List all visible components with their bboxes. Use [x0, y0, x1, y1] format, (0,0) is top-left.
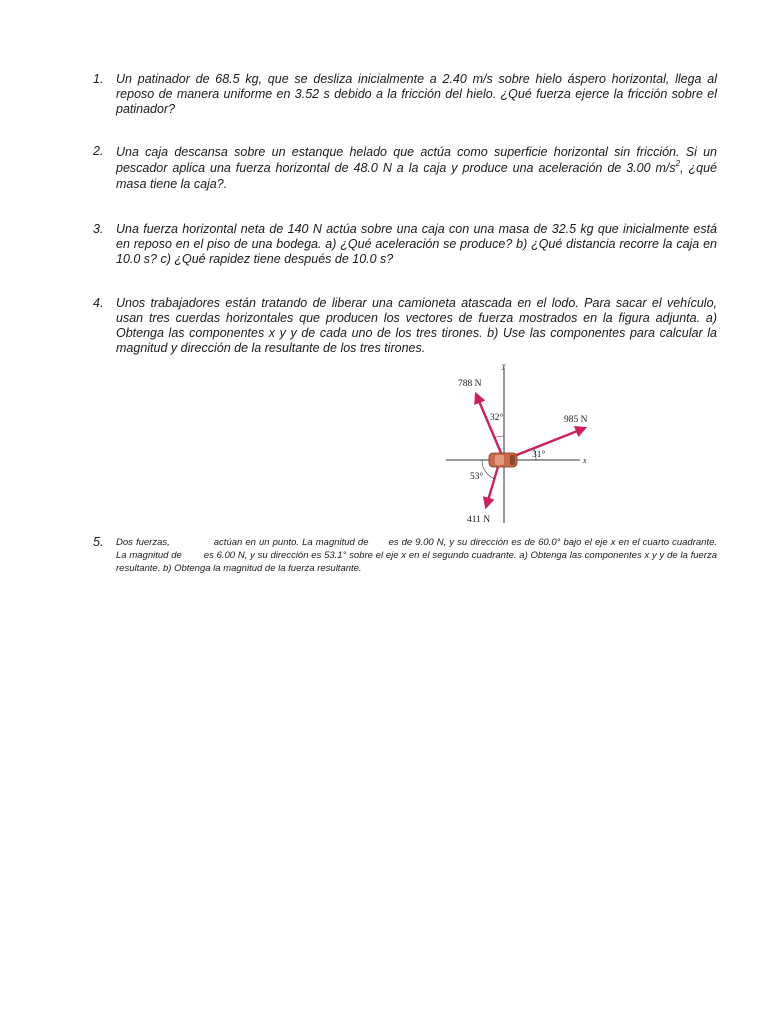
- problem-text-part1: Dos fuerzas,: [116, 537, 170, 548]
- force-985-label: 985 N: [564, 415, 588, 425]
- problem-number: 4.: [93, 296, 104, 310]
- problem-4: [93, 296, 717, 356]
- problem-3: [93, 222, 717, 267]
- problem-number: 1.: [93, 72, 104, 86]
- force-diagram: [440, 360, 600, 530]
- y-axis-label: y: [502, 361, 506, 370]
- force-788-arrow: [476, 394, 504, 460]
- problem-text-before: Una caja descansa sobre un estanque helado que actúa como superficie horizontal sin fricción. Si un pescador aplica una fuerza horizontal de 48.0 N a la caja y produce una aceleración de 3.00 m/s: [116, 145, 717, 175]
- problem-number: 2.: [93, 144, 104, 158]
- problem-number: 3.: [93, 222, 104, 236]
- force-985-angle: 31°: [532, 450, 546, 460]
- problem-1: [93, 72, 717, 117]
- x-axis-label: x: [583, 456, 587, 465]
- truck-icon: [489, 453, 517, 467]
- problem-text-part3: es de 9.00 N, y su dirección es de 60.0° bajo el eje x en el cuarto cuadrante. La magnitud de: [116, 537, 718, 561]
- problem-text-after: , ¿qué masa tiene la caja?.: [116, 161, 718, 191]
- problem-text-part2: actúan en un punto. La magnitud de: [213, 537, 369, 548]
- problem-number: 5.: [93, 535, 104, 549]
- problem-text: Un patinador de 68.5 kg, que se desliza inicialmente a 2.40 m/s sobre hielo áspero horizontal, llega al reposo de manera uniforme en 3.52 s debido a la fricción del hielo. ¿Qué fuerza ejerce la fricción sobre el patinador?: [116, 72, 717, 116]
- force-vector-figure: [440, 360, 600, 530]
- force-788-angle: 32°: [490, 413, 504, 423]
- problem-text: [116, 144, 717, 192]
- problem-text: Una fuerza horizontal neta de 140 N actúa sobre una caja con una masa de 32.5 kg que inicialmente está en reposo en el piso de una bodega. a) ¿Qué aceleración se produce? b) ¿Qué distancia recorre la caja en 10.0 s? c) ¿Qué rapidez tiene después de 10.0 s?: [116, 222, 717, 266]
- problem-text: [116, 536, 717, 575]
- problem-5: [93, 535, 717, 575]
- force-788-label: 788 N: [458, 379, 482, 389]
- problem-text-part4: es 6.00 N, y su dirección es 53.1° sobre el eje x en el segundo cuadrante. a) Obtenga las componentes x y y de la fuerza resultante. b) Obtenga la magnitud de la fuerza resultante.: [116, 550, 717, 574]
- force-411-angle: 53°: [470, 472, 484, 482]
- force-411-label: 411 N: [467, 515, 491, 525]
- exponent: 2: [675, 159, 681, 168]
- problem-text: Unos trabajadores están tratando de liberar una camioneta atascada en el lodo. Para sacar el vehículo, usan tres cuerdas horizontales que producen los vectores de fuerza mostrados en la figura adjunta. a) Obtenga las componentes x y y de cada uno de los tres tirones. b) Use las componentes para calcular la magnitud y dirección de la resultante de los tres tirones.: [116, 296, 717, 355]
- problem-2: [93, 144, 717, 192]
